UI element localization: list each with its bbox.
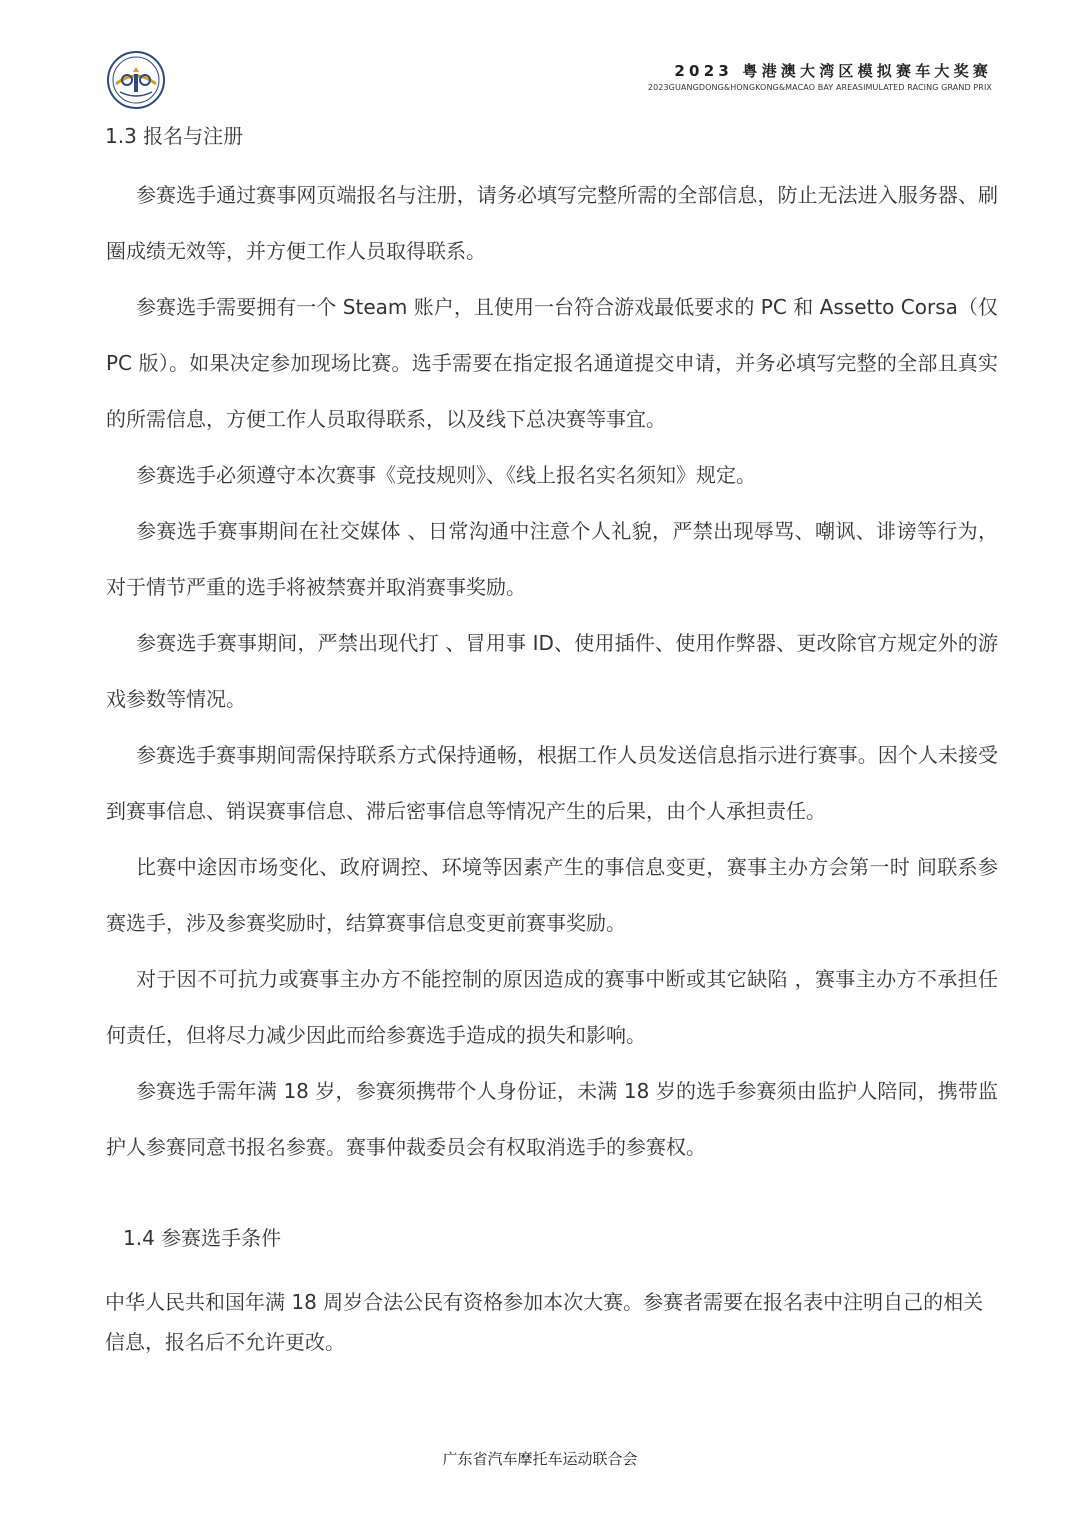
paragraph: 参赛选手通过赛事网页端报名与注册，请务必填写完整所需的全部信息，防止无法进入服务器、刷圈成绩无效等，并方便工作人员取得联系。	[106, 183, 998, 263]
paragraph: 参赛选手需要拥有一个 Steam 账户，且使用一台符合游戏最低要求的 PC 和 Assetto Corsa（仅 PC 版）。如果决定参加现场比赛。选手需要在指定报名通道提交申请，并务必填写完整的全部且真实的所需信息，方便工作人员取得联系，以及线下总决赛等事宜。	[106, 295, 998, 431]
paragraph: 参赛选手赛事期间，严禁出现代打 、冒用事 ID、使用插件、使用作弊器、更改除官方规定外的游戏参数等情况。	[106, 631, 998, 711]
paragraph: 参赛选手必须遵守本次赛事《竞技规则》、《线上报名实名须知》规定。	[136, 463, 756, 487]
section-1-3-body	[106, 167, 998, 1175]
section-1-4-paragraph: 中华人民共和国年满 18 周岁合法公民有资格参加本次大赛。参赛者需要在报名表中注明自己的相关信息，报名后不允许更改。	[105, 1290, 984, 1354]
racing-emblem-icon	[106, 50, 166, 110]
header-title: 2023 粤港澳大湾区模拟赛车大奖赛	[674, 62, 992, 80]
paragraph: 参赛选手需年满 18 岁，参赛须携带个人身份证，未满 18 岁的选手参赛须由监护人陪同，携带监护人参赛同意书报名参赛。赛事仲裁委员会有权取消选手的参赛权。	[106, 1079, 998, 1159]
paragraph: 比赛中途因市场变化、政府调控、环境等因素产生的事信息变更，赛事主办方会第一时 间联系参赛选手，涉及参赛奖励时，结算赛事信息变更前赛事奖励。	[106, 855, 998, 935]
paragraph: 参赛选手赛事期间在社交媒体 、日常沟通中注意个人礼貌，严禁出现辱骂、嘲讽、诽谤等行为，对于情节严重的选手将被禁赛并取消赛事奖励。	[106, 519, 998, 599]
footer-organization: 广东省汽车摩托车运动联合会	[442, 1450, 638, 1468]
header-subtitle: 2023GUANGDONG&HONGKONG&MACAO BAY AREASIMULATED RACING GRAND PRIX	[647, 83, 992, 92]
paragraph: 对于因不可抗力或赛事主办方不能控制的原因造成的赛事中断或其它缺陷 ，赛事主办方不承担任何责任，但将尽力减少因此而给参赛选手造成的损失和影响。	[106, 967, 998, 1047]
section-heading-1-4: 1.4 参赛选手条件	[123, 1226, 282, 1250]
section-heading-1-3: 1.3 报名与注册	[105, 124, 244, 148]
paragraph: 参赛选手赛事期间需保持联系方式保持通畅，根据工作人员发送信息指示进行赛事。因个人未接受到赛事信息、销误赛事信息、滞后密事信息等情况产生的后果，由个人承担责任。	[106, 743, 998, 823]
